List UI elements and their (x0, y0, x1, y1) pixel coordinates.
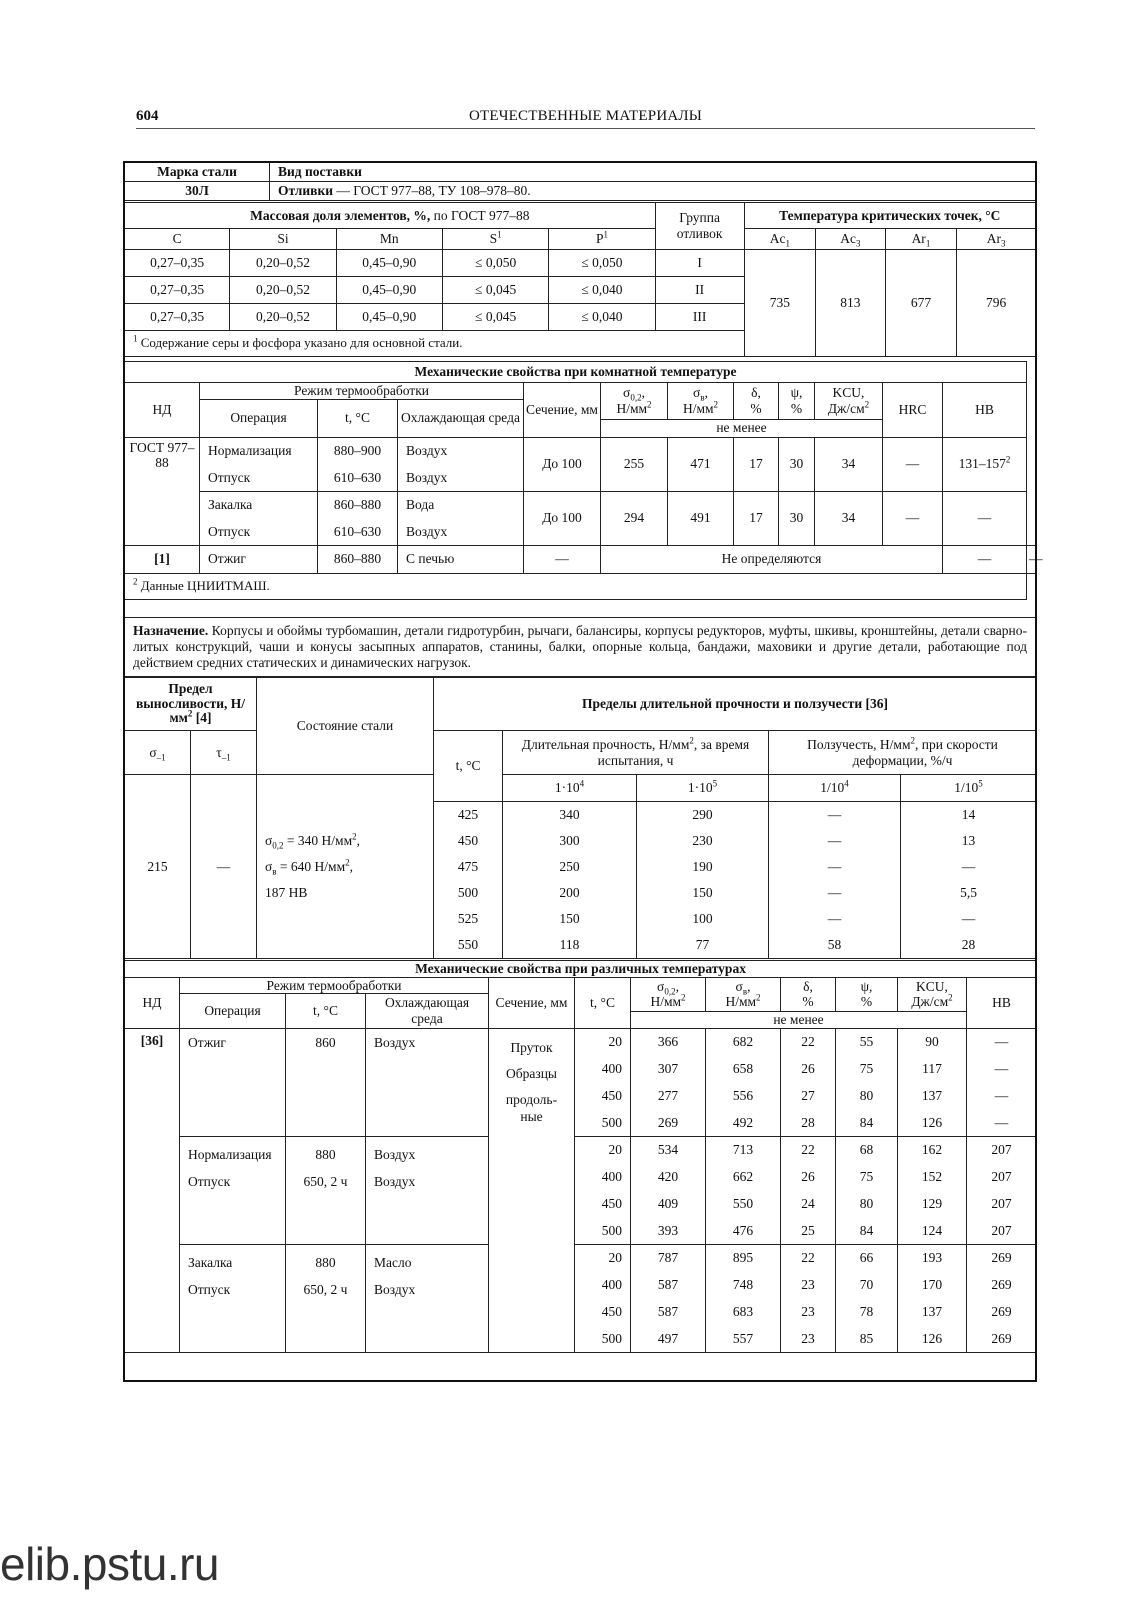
table-row: 450 300 230 — 13 (125, 828, 1037, 854)
temps-group-3: 880 650, 2 ч (286, 1244, 366, 1352)
h-temp: t, °С (318, 399, 398, 437)
temp-props-table (124, 960, 1037, 1353)
h-sigma-1: $\sigma_{-1}$ (125, 731, 191, 775)
temp-props-title: Механические свойства при различных температурах (125, 961, 1037, 978)
h-nd-2: НД (125, 977, 180, 1028)
room-props-title: Механические свойства при комнатной температуре (125, 362, 1027, 383)
h-operation-2: Операция (180, 994, 286, 1029)
watermark: elib.pstu.ru (0, 1538, 220, 1590)
h-min-2: не менее (631, 1012, 967, 1029)
h-temp-long: t, °С (434, 731, 503, 802)
supply-rest: — ГОСТ 977–88, ТУ 108–978–80. (333, 183, 531, 199)
h-mode-2: Режим термообработки (180, 977, 489, 994)
table-row: ГОСТ 977–88 Нормализация 880–900 Воздух До 100 255 471 17 30 34 — $131-157^2$ (125, 437, 1036, 464)
table-row: 0,27–0,35 0,20–0,52 0,45–0,90 ≤ 0,050 ≤ 0,050 I 735 813 677 796 (125, 250, 1036, 277)
table-row: 0,27–0,35 0,20–0,52 0,45–0,90 ≤ 0,045 ≤ 0,040 II (125, 277, 1036, 304)
purpose-label: Назначение. (133, 623, 209, 638)
h-delta-2: δ, % (781, 977, 836, 1012)
h-temp-2: t, °С (286, 994, 366, 1029)
h-long-strength: Длительная прочность, $Н/мм^2$, за время испытания, ч (503, 731, 769, 775)
endurance-title: Пределы длительной прочности и ползучести [36] (434, 678, 1037, 731)
cools-group-3: Масло Воздух (366, 1244, 489, 1352)
h-hrc: HRC (883, 383, 943, 438)
ar1-value: 677 (885, 250, 957, 357)
col-ar3: $Ar_3$ (957, 229, 1036, 250)
col-s: $S^1$ (442, 229, 548, 250)
supply-label: Вид поставки (270, 163, 1036, 182)
ops-group-3: Закалка Отпуск (180, 1244, 286, 1352)
table-row: 450 409 550 24 80 129 207 (125, 1190, 1037, 1217)
h-delta: δ, % (734, 383, 779, 420)
col-si: Si (230, 229, 336, 250)
table-row: 400 420 662 26 75 152 207 (125, 1163, 1037, 1190)
table-row: 400 307 658 26 75 117 — (125, 1055, 1037, 1082)
steel-state: $\sigma_{0,2} = 340$ $Н/мм^2$, $\sigma_в = 640$ $Н/мм^2$, 187 НВ (257, 775, 434, 959)
room-props-footnote: $^2$ Данные ЦНИИТМАШ. (125, 573, 1027, 599)
page-number: 604 (136, 108, 159, 124)
grade-label: Марка стали (125, 163, 270, 182)
nd-ref: [36] (125, 1028, 180, 1352)
table-row: 0,27–0,35 0,20–0,52 0,45–0,90 ≤ 0,045 ≤ 0,040 III (125, 304, 1036, 331)
critical-points-title: Температура критических точек, °С (744, 203, 1035, 229)
h-section: Сечение, мм (524, 383, 601, 438)
h-min: не менее (601, 419, 883, 437)
h-cooling: Охлаждающая среда (398, 399, 524, 437)
h-state: Состояние стали (257, 678, 434, 775)
table-row: 500 269 492 28 84 126 — (125, 1109, 1037, 1136)
table-row: [1] Отжиг 860–880 С печью — Не определяются — — (125, 545, 1036, 573)
sample-type: Пруток Образцы продоль- ные (489, 1028, 575, 1352)
table-row: 425 340 290 — 14 (125, 802, 1037, 828)
gost-ref: ГОСТ 977–88 (125, 437, 200, 545)
table-row: 400 587 748 23 70 170 269 (125, 1271, 1037, 1298)
col-p: $P^1$ (549, 229, 655, 250)
table-row: [36] Отжиг 860 Воздух Пруток Образцы продоль- ные 20 366 682 22 55 90 — (125, 1028, 1037, 1055)
table-row: Отпуск 610–630 Воздух (125, 518, 1036, 545)
table-row: 525 150 100 — — (125, 906, 1037, 932)
h-sigmab-2: $\sigma_в$, $Н/мм^2$ (706, 977, 781, 1012)
col-ac3: $Ac_3$ (816, 229, 886, 250)
h-1e5: $1\cdot 10^5$ (637, 775, 769, 802)
h-psi-2: ψ, % (836, 977, 898, 1012)
page-header (136, 106, 1035, 129)
table-row: 550 118 77 58 28 (125, 932, 1037, 959)
h-sigma02: $\sigma_{0,2}$, $Н/мм^2$ (601, 383, 668, 420)
grade-table (124, 162, 1036, 201)
h-mode: Режим термообработки (200, 383, 524, 400)
h-hb-2: HB (967, 977, 1037, 1028)
ops-group-2: Нормализация Отпуск (180, 1136, 286, 1244)
h-hb: HB (943, 383, 1027, 438)
ac1-value: 735 (744, 250, 816, 357)
h-endurance-limit: Предел выносливости, $Н/мм^2$ [4] (125, 678, 257, 731)
table-row: 500 393 476 25 84 124 207 (125, 1217, 1037, 1244)
h-kcu-2: KCU, $Дж/см^2$ (898, 977, 967, 1012)
h-sigma02-2: $\sigma_{0,2}$, $Н/мм^2$ (631, 977, 706, 1012)
composition-title: Массовая доля элементов, %, по ГОСТ 977–88 (125, 203, 656, 229)
temps-group-2: 880 650, 2 ч (286, 1136, 366, 1244)
purpose-paragraph (124, 617, 1036, 677)
group-header: Группа отливок (655, 203, 744, 250)
composition-table (124, 202, 1036, 357)
h-temp-test: t, °С (575, 977, 631, 1028)
h-operation: Операция (200, 399, 318, 437)
room-props-table (124, 361, 1043, 600)
tau-minus1-value: — (191, 775, 257, 959)
h-1e4: $1\cdot 10^4$ (503, 775, 637, 802)
composition-footnote: $^1$ Содержание серы и фосфора указано для основной стали. (125, 331, 745, 357)
table-row: 475 250 190 — — (125, 854, 1037, 880)
table-row: 500 200 150 — 5,5 (125, 880, 1037, 906)
endurance-table (124, 677, 1037, 959)
h-tau-1: $\tau_{-1}$ (191, 731, 257, 775)
hb-value: $131-157^2$ (943, 437, 1027, 491)
table-row: 500 497 557 23 85 126 269 (125, 1325, 1037, 1352)
h-nd: НД (125, 383, 200, 438)
col-ar1: $Ar_1$ (885, 229, 957, 250)
ar3-value: 796 (957, 250, 1036, 357)
cools-group-2: Воздух Воздух (366, 1136, 489, 1244)
h-1-1e5: $1/10^5$ (901, 775, 1037, 802)
h-kcu: KCU, $Дж/см^2$ (815, 383, 883, 420)
supply-value (270, 182, 1036, 201)
sigma-minus1-value: 215 (125, 775, 191, 959)
h-section-2: Сечение, мм (489, 977, 575, 1028)
col-mn: Mn (336, 229, 442, 250)
table-row: Закалка Отпуск 880 650, 2 ч Масло Воздух 20 787 895 22 66 193 269 (125, 1244, 1037, 1271)
col-c: C (125, 229, 230, 250)
table-row: 450 587 683 23 78 137 269 (125, 1298, 1037, 1325)
table-row: Нормализация Отпуск 880 650, 2 ч Воздух Воздух 20 534 713 22 68 162 207 (125, 1136, 1037, 1163)
h-psi: ψ, % (779, 383, 815, 420)
supply-bold: Отливки (278, 183, 333, 199)
page-title: ОТЕЧЕСТВЕННЫЕ МАТЕРИАЛЫ (468, 108, 703, 124)
ac3-value: 813 (816, 250, 886, 357)
grade-value: 30Л (125, 182, 270, 201)
col-ac1: $Ac_1$ (744, 229, 816, 250)
table-row: Закалка 860–880 Вода До 100 294 491 17 30 34 — — (125, 491, 1036, 518)
h-creep: Ползучесть, $Н/мм^2$, при скорости деформации, %/ч (769, 731, 1037, 775)
table-row: 450 277 556 27 80 137 — (125, 1082, 1037, 1109)
table-row: Отпуск 610–630 Воздух (125, 464, 1036, 491)
purpose-text: Корпусы и обоймы турбомашин, детали гидротурбин, рычаги, балансиры, корпусы редукторов, муфты, шкивы, кронштейны, детали сварно-литых конструкций, чаши и конусы засыпных аппаратов, станины, балки, опорные кольца, бандажи, маховики и другие детали, работающие под действием средних статических и динамических нагрузок. (133, 623, 1027, 670)
h-sigmab: $\sigma_в$, $Н/мм^2$ (668, 383, 734, 420)
h-cooling-2: Охлаждающая среда (366, 994, 489, 1029)
h-1-1e4: $1/10^4$ (769, 775, 901, 802)
